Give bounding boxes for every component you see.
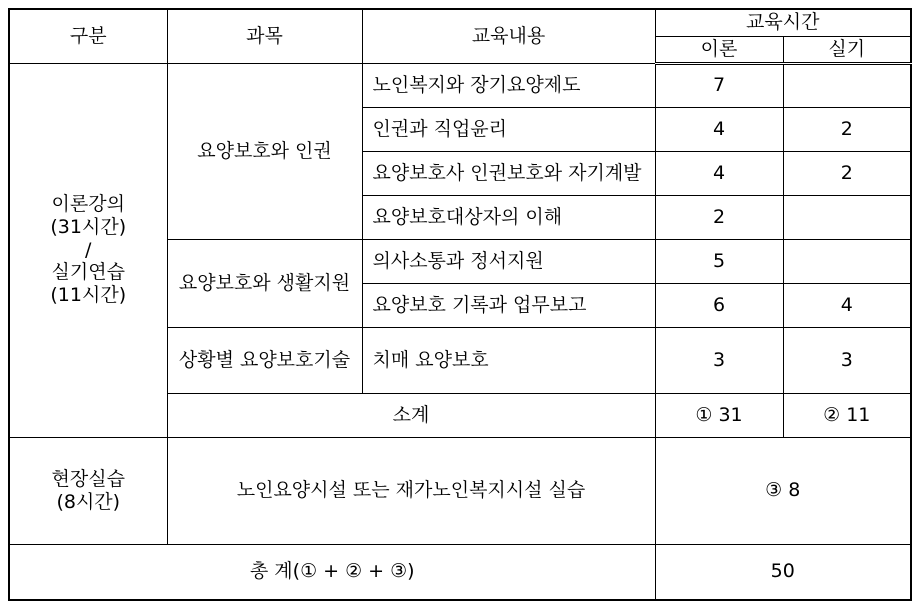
subtotal-theory: ① 31 [655, 393, 783, 437]
practice-cell: 2 [783, 107, 911, 151]
section1-label-line2: (31시간) [50, 215, 127, 238]
practice-cell: 2 [783, 151, 911, 195]
theory-cell: 5 [655, 239, 783, 283]
content-cell: 요양보호 기록과 업무보고 [362, 283, 655, 327]
theory-cell: 6 [655, 283, 783, 327]
curriculum-table-wrapper [8, 8, 912, 601]
header-hours: 교육시간 [655, 9, 911, 36]
practice-cell: 3 [783, 327, 911, 393]
content-cell: 요양보호사 인권보호와 자기계발 [362, 151, 655, 195]
header-category: 구분 [9, 9, 167, 63]
practice-cell [783, 195, 911, 239]
section1-label-line1: 이론강의 [51, 193, 125, 215]
subject-cell: 요양보호와 인권 [167, 63, 362, 239]
header-practice: 실기 [783, 36, 911, 63]
subtotal-practice: ② 11 [783, 393, 911, 437]
content-cell: 노인복지와 장기요양제도 [362, 63, 655, 107]
section2-label [9, 437, 167, 544]
section1-label-line3: / [85, 238, 92, 261]
header-content: 교육내용 [362, 9, 655, 63]
section1-label-line5: (11시간) [50, 284, 127, 307]
theory-cell: 2 [655, 195, 783, 239]
practice-cell [783, 239, 911, 283]
practice-cell [783, 63, 911, 107]
section2-label-line2: (8시간) [56, 490, 121, 513]
practice-cell: 4 [783, 283, 911, 327]
section2-content: 노인요양시설 또는 재가노인복지시설 실습 [167, 437, 655, 544]
content-cell: 의사소통과 정서지원 [362, 239, 655, 283]
subject-cell: 상황별 요양보호기술 [167, 327, 362, 393]
theory-cell: 3 [655, 327, 783, 393]
content-cell: 인권과 직업윤리 [362, 107, 655, 151]
section1-label-line4: 실기연습 [51, 261, 125, 284]
curriculum-table [8, 8, 912, 601]
header-theory: 이론 [655, 36, 783, 63]
section2-hours: ③ 8 [655, 437, 911, 544]
theory-cell: 4 [655, 107, 783, 151]
section2-label-line1: 현장실습 [51, 467, 125, 490]
subtotal-label: 소계 [167, 393, 655, 437]
content-cell: 치매 요양보호 [362, 327, 655, 393]
header-subject: 과목 [167, 9, 362, 63]
theory-cell: 7 [655, 63, 783, 107]
section1-label [9, 63, 167, 437]
theory-cell: 4 [655, 151, 783, 195]
total-value: 50 [655, 544, 911, 600]
total-label: 총 계(① + ② + ③) [9, 544, 655, 600]
content-cell: 요양보호대상자의 이해 [362, 195, 655, 239]
subject-cell: 요양보호와 생활지원 [167, 239, 362, 327]
